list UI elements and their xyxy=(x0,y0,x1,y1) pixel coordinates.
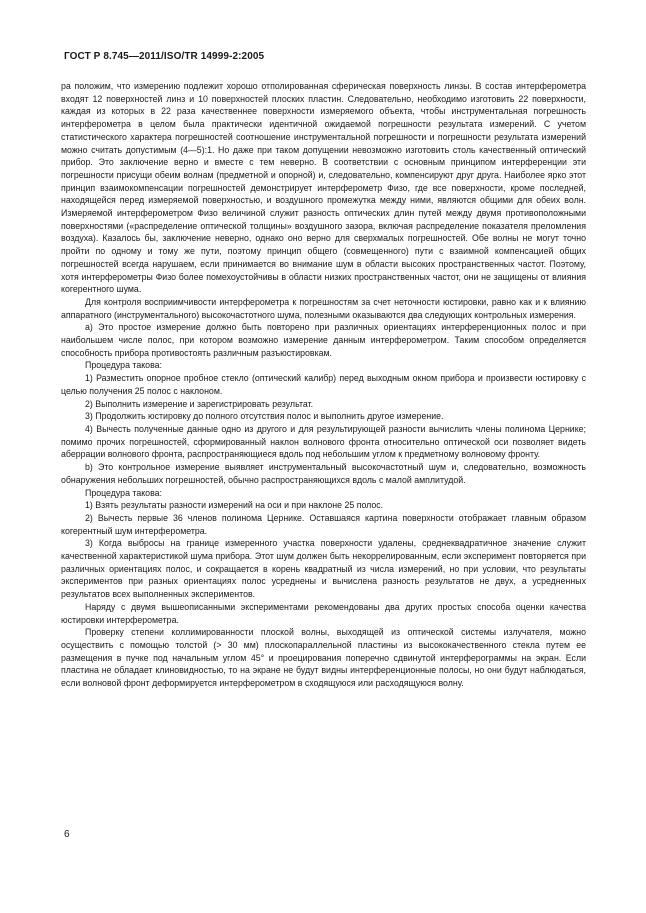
paragraph: 2) Вычесть первые 36 членов полинома Цернике. Оставшаяся картина поверхности отображает главным образом когерентный шум интерферометра. xyxy=(61,512,586,536)
paragraph: Для контроля восприимчивости интерферометра к погрешностям за счет неточности юстировки, равно как и к влиянию аппаратного (инструментального) высокочастотного шума, полезными оказываются два следующих контрольных измерения. xyxy=(61,296,586,320)
document-header: ГОСТ Р 8.745—2011/ISO/TR 14999-2:2005 xyxy=(64,51,265,62)
document-body xyxy=(61,80,586,690)
paragraph: Процедура такова: xyxy=(85,360,162,371)
paragraph: а) Это простое измерение должно быть повторено при различных ориентациях интерференционных полос и при наибольшем числе полос, при котором возможно измерение данным интерферометром. Таким способом определяется способность прибора противостоять различным разъюстировкам. xyxy=(61,322,586,358)
paragraph: 3) Продолжить юстировку до полного отсутствия полос и выполнить другое измерение. xyxy=(85,411,444,422)
paragraph: Процедура такова: xyxy=(85,487,162,498)
paragraph: Наряду с двумя вышеописанными экспериментами рекомендованы два других простых способа оценки качества юстировки интерферометра. xyxy=(61,601,586,625)
paragraph: ра положим, что измерению подлежит хорошо отполированная сферическая поверхность линзы. В состав интерферометра входят 12 поверхностей линз и 10 поверхностей плоских пластин. Следовательно, необходимо изготовить 22 поверхности, каждая из которых в 22 раза качественнее поверхности измеряемого объекта, чтобы инструментальная погрешность интерферометра в целом была практически идентичной ожидаемой погрешности результата измерений. С учетом статистического характера погрешностей соотношение инструментальной погрешности и погрешности результата измерений можно считать допустимым (4—5):1. Но даже при таком допущении невозможно изготовить столь качественный оптический прибор. Это заключение верно и вместе с тем неверно. В соответствии с основным принципом интерференции эти погрешности присущи обеим волнам (предметной и опорной) и, следовательно, компенсируют друг друга. Наиболее ярко этот принцип взаимокомпенсации погрешностей демонстрирует интерферометр Физо, где все поверхности, кроме последней, находящейся перед измеряемой поверхностью, и воздушного промежутка между ними, являются общими для обеих волн. Измеряемой интерферометром Физо величиной служит разность оптических длин путей между двумя противоположными поверхностями («распределение оптической толщины» воздушного зазора, включая распределение показателя преломления воздуха). Казалось бы, заключение неверно, однако оно верно для сверхмалых погрешностей. Обе волны не могут точно пройти по одному и тому же пути, поэтому принцип общего (совмещенного) пути с взаимной компенсацией общих погрешностей всегда нарушаем, если принимается во внимание шум в области высоких пространственных частот. Поэтому, хотя интерферометры Физо более помехоустойчивы в области низких пространственных частот, они не защищены от влияния когерентного шума. xyxy=(61,81,586,295)
paragraph: b) Это контрольное измерение выявляет инструментальный высокочастотный шум и, следовательно, возможность обнаружения небольших погрешностей, обычно распространяющихся вдоль с малой амплитудой. xyxy=(61,462,586,485)
paragraph: 2) Выполнить измерение и зарегистрировать результат. xyxy=(85,398,314,409)
paragraph: 3) Когда выбросы на границе измеренного участка поверхности удалены, среднеквадратичное значение служит качественной характеристикой шума прибора. Этот шум должен быть некоррелированным, если эксперимент повторяется при различных ориентациях полос, и сокращается в корень квадратный из числа измерений, но при условии, что результаты экспериментов при разных ориентациях полос усреднены и вычислена разность результатов не двух, а усредненных результатов всех выполненных экспериментов. xyxy=(61,538,586,600)
paragraph: 1) Взять результаты разности измерений на оси и при наклоне 25 полос. xyxy=(85,500,384,511)
paragraph: 1) Разместить опорное пробное стекло (оптический калибр) перед выходным окном прибора и произвести юстировку с целью получения 25 полос с наклоном. xyxy=(61,373,586,396)
paragraph: 4) Вычесть полученные данные одно из другого и для результирующей разности вычислить члены полинома Цернике; помимо прочих погрешностей, сформированный наклон волнового фронта относительно оптической оси позволяет видеть аберрации волнового фронта, распространяющиеся вдоль под небольшим углом к предметному волновому фронту. xyxy=(61,423,586,460)
page-number: 6 xyxy=(64,829,70,840)
paragraph: Проверку степени коллимированности плоской волны, выходящей из оптической системы излучателя, можно осуществить с помощью толстой (> 30 мм) плоскопараллельной пластины из высококачественного стекла путем ее размещения в пучке под начальным углом 45° и проецирования поперечно сдвинутой интерферограммы на экран. Если пластина не обладает клиновидностью, то на экране не будут видны интерференционные полосы, но они будут наблюдаться, если волновой фронт деформируется интерферометром в сходящуюся или расходящуюся волну. xyxy=(61,627,586,689)
